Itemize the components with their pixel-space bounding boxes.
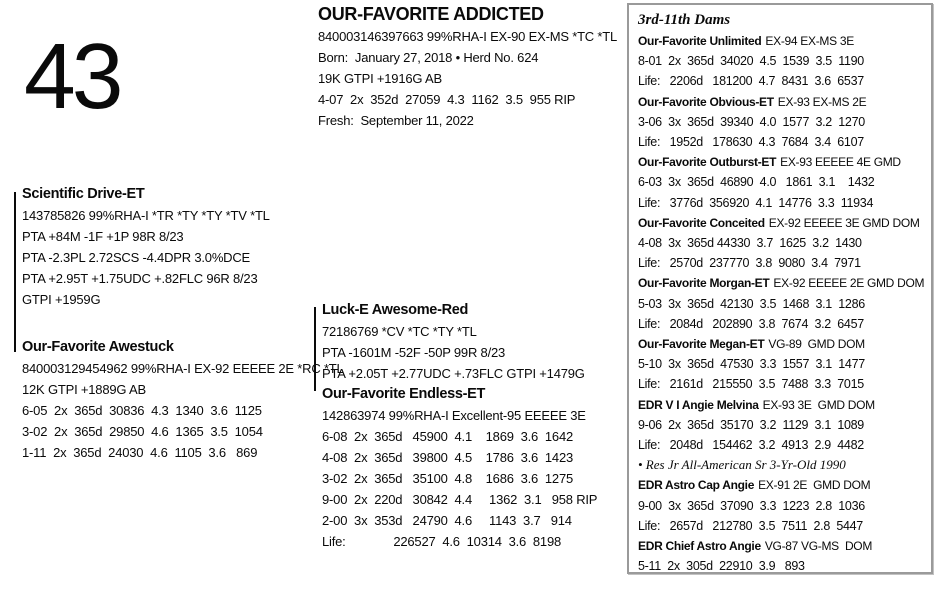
dam-entry: [638, 152, 922, 213]
dam-entry-grade: VG-87 VG-MS DOM: [764, 539, 873, 554]
maternal-grandsire-name: Luck-E Awesome-Red: [322, 302, 469, 318]
lot-number: 43: [24, 24, 120, 128]
sire-info-line: 143785826 99%RHA-I *TR *TY *TY *TV *TL: [22, 208, 270, 223]
sire-info-line: PTA +84M -1F +1P 98R 8/23: [22, 229, 184, 244]
dam-entry-record: 4-08 3x 365d 44330 3.7 1625 3.2 1430: [638, 236, 862, 251]
dam-entry: [638, 536, 922, 574]
dam-entry: [638, 273, 925, 334]
dam-entry-name: Our-Favorite Megan-ET: [638, 337, 765, 352]
dam-entry-name-line: [638, 213, 922, 233]
maternal-line-section: [322, 300, 622, 552]
second-dam-record-line: 9-00 2x 220d 30842 4.4 1362 3.1 958 RIP: [322, 492, 598, 507]
second-dam-life-line: Life: 226527 4.6 10314 3.6 8198: [322, 534, 562, 549]
dam-entry-name: EDR Chief Astro Angie: [638, 539, 761, 554]
dam-entry-grade: EX-93 EX-MS 2E: [777, 94, 867, 109]
dam-entry-name-line: [638, 31, 922, 51]
dam-entry-name-line: [638, 92, 922, 112]
dam-entry-record: Life: 2657d 212780 3.5 7511 2.8 5447: [638, 518, 863, 533]
dam-entry-record: 6-03 3x 365d 46890 4.0 1861 3.1 1432: [638, 175, 875, 190]
dam-entry-name: Our-Favorite Outburst-ET: [638, 155, 777, 170]
second-dam-info-line: 142863974 99%RHA-I Excellent-95 EEEEE 3E: [322, 408, 586, 423]
second-dam-record-line: 4-08 2x 365d 39800 4.5 1786 3.6 1423: [322, 450, 574, 465]
dam-entry-record: Life: 2048d 154462 3.2 4913 2.9 4482: [638, 438, 864, 453]
dam-entry-name-line: [638, 395, 922, 415]
dam-entry-name: EDR Astro Cap Angie: [638, 478, 755, 493]
dam-entry-record: 5-11 2x 305d 22910 3.9 893: [638, 559, 805, 574]
dam-entry-name: Our-Favorite Morgan-ET: [638, 276, 770, 291]
dam-record-line: 3-02 2x 365d 29850 4.6 1365 3.5 1054: [22, 424, 263, 439]
sire-section: [22, 184, 322, 310]
dam-entry-record: 3-06 3x 365d 39340 4.0 1577 3.2 1270: [638, 114, 865, 129]
dam-entry-record: Life: 1952d 178630 4.3 7684 3.4 6107: [638, 135, 864, 150]
pedigree-bracket-left: [14, 192, 16, 352]
dam-info-line: 12K GTPI +1889G AB: [22, 382, 146, 397]
dam-entry-grade: EX-94 EX-MS 3E: [765, 34, 854, 48]
dam-entry-grade: EX-91 2E GMD DOM: [758, 478, 871, 493]
dam-info-line: 840003129454962 99%RHA-I EX-92 EEEEE 2E *RC *TL: [22, 361, 344, 376]
animal-record-line: 4-07 2x 352d 27059 4.3 1162 3.5 955 RIP: [318, 92, 576, 107]
animal-gtpi-line: 19K GTPI +1916G AB: [318, 71, 442, 86]
second-dam-record-line: 6-08 2x 365d 45900 4.1 1869 3.6 1642: [322, 429, 574, 444]
dam-record-line: 1-11 2x 365d 24030 4.6 1105 3.6 869: [22, 445, 258, 460]
maternal-grandsire-info-line: PTA +2.05T +2.77UDC +.73FLC GTPI +1479G: [322, 366, 585, 381]
sire-info-line: PTA +2.95T +1.75UDC +.82FLC 96R 8/23: [22, 271, 258, 286]
dam-entry-record: Life: 2206d 181200 4.7 8431 3.6 6537: [638, 74, 864, 89]
sire-name: Scientific Drive-ET: [22, 186, 145, 202]
dam-entry-grade: EX-92 EEEEE 3E GMD DOM: [768, 215, 920, 230]
dam-entry: [638, 334, 922, 395]
second-dam-name: Our-Favorite Endless-ET: [322, 386, 486, 402]
dam-entry-record: 9-06 2x 365d 35170 3.2 1129 3.1 1089: [638, 417, 864, 432]
maternal-grandsire-info-line: PTA -1601M -52F -50P 99R 8/23: [322, 345, 506, 360]
animal-reg-line: 840003146397663 99%RHA-I EX-90 EX-MS *TC *TL: [318, 29, 618, 44]
animal-name: OUR-FAVORITE ADDICTED: [318, 4, 544, 24]
dam-entry-grade: EX-93 EEEEE 4E GMD: [780, 155, 901, 170]
dam-entry-name-line: [638, 536, 922, 556]
dams-box-heading: 3rd-11th Dams: [638, 12, 731, 28]
dam-entry-record: 9-00 3x 365d 37090 3.3 1223 2.8 1036: [638, 498, 865, 513]
second-dam-record-line: 2-00 3x 353d 24790 4.6 1143 3.7 914: [322, 513, 572, 528]
dam-entry-name-line: [638, 475, 922, 495]
dam-entry-record: 5-03 3x 365d 42130 3.5 1468 3.1 1286: [638, 296, 865, 311]
award-note: • Res Jr All-American Sr 3-Yr-Old 1990: [638, 457, 846, 473]
dam-entry-grade: EX-93 3E GMD DOM: [762, 397, 875, 412]
dam-section: [22, 337, 344, 463]
dam-entry-grade: VG-89 GMD DOM: [768, 337, 865, 352]
dam-entry-record: 5-10 3x 365d 47530 3.3 1557 3.1 1477: [638, 357, 865, 372]
dam-entry-name: Our-Favorite Conceited: [638, 215, 765, 230]
dam-record-line: 6-05 2x 365d 30836 4.3 1340 3.6 1125: [22, 403, 262, 418]
dam-entry-name: EDR V I Angie Melvina: [638, 397, 759, 412]
animal-born-line: Born: January 27, 2018 • Herd No. 624: [318, 50, 539, 65]
dam-entry: [638, 475, 922, 536]
dams-box: [627, 3, 933, 574]
dam-entry: [638, 395, 922, 476]
second-dam-record-line: 3-02 2x 365d 35100 4.8 1686 3.6 1275: [322, 471, 574, 486]
sire-info-line: PTA -2.3PL 2.72SCS -4.4DPR 3.0%DCE: [22, 250, 251, 265]
dam-entry-name-line: [638, 334, 922, 354]
dam-entry-name: Our-Favorite Unlimited: [638, 34, 762, 48]
dam-entry-record: 8-01 2x 365d 34020 4.5 1539 3.5 1190: [638, 54, 864, 69]
dam-entry: [638, 31, 922, 92]
sire-info-line: GTPI +1959G: [22, 292, 101, 307]
dam-entry: [638, 213, 922, 274]
dam-entry-record: Life: 2161d 215550 3.5 7488 3.3 7015: [638, 377, 864, 392]
dam-entry-name-line: [638, 152, 922, 172]
dam-name: Our-Favorite Awestuck: [22, 339, 174, 355]
animal-header: [318, 2, 618, 131]
animal-fresh-line: Fresh: September 11, 2022: [318, 113, 474, 128]
dam-entry-grade: EX-92 EEEEE 2E GMD DOM: [773, 276, 925, 291]
dam-entry: [638, 92, 922, 153]
dam-entry-record: Life: 3776d 356920 4.1 14776 3.3 11934: [638, 195, 874, 210]
maternal-grandsire-info-line: 72186769 *CV *TC *TY *TL: [322, 324, 477, 339]
dam-entry-record: Life: 2570d 237770 3.8 9080 3.4 7971: [638, 256, 861, 271]
dam-entry-record: Life: 2084d 202890 3.8 7674 3.2 6457: [638, 316, 864, 331]
dam-entry-name: Our-Favorite Obvious-ET: [638, 94, 774, 109]
dam-entry-name-line: [638, 273, 925, 293]
